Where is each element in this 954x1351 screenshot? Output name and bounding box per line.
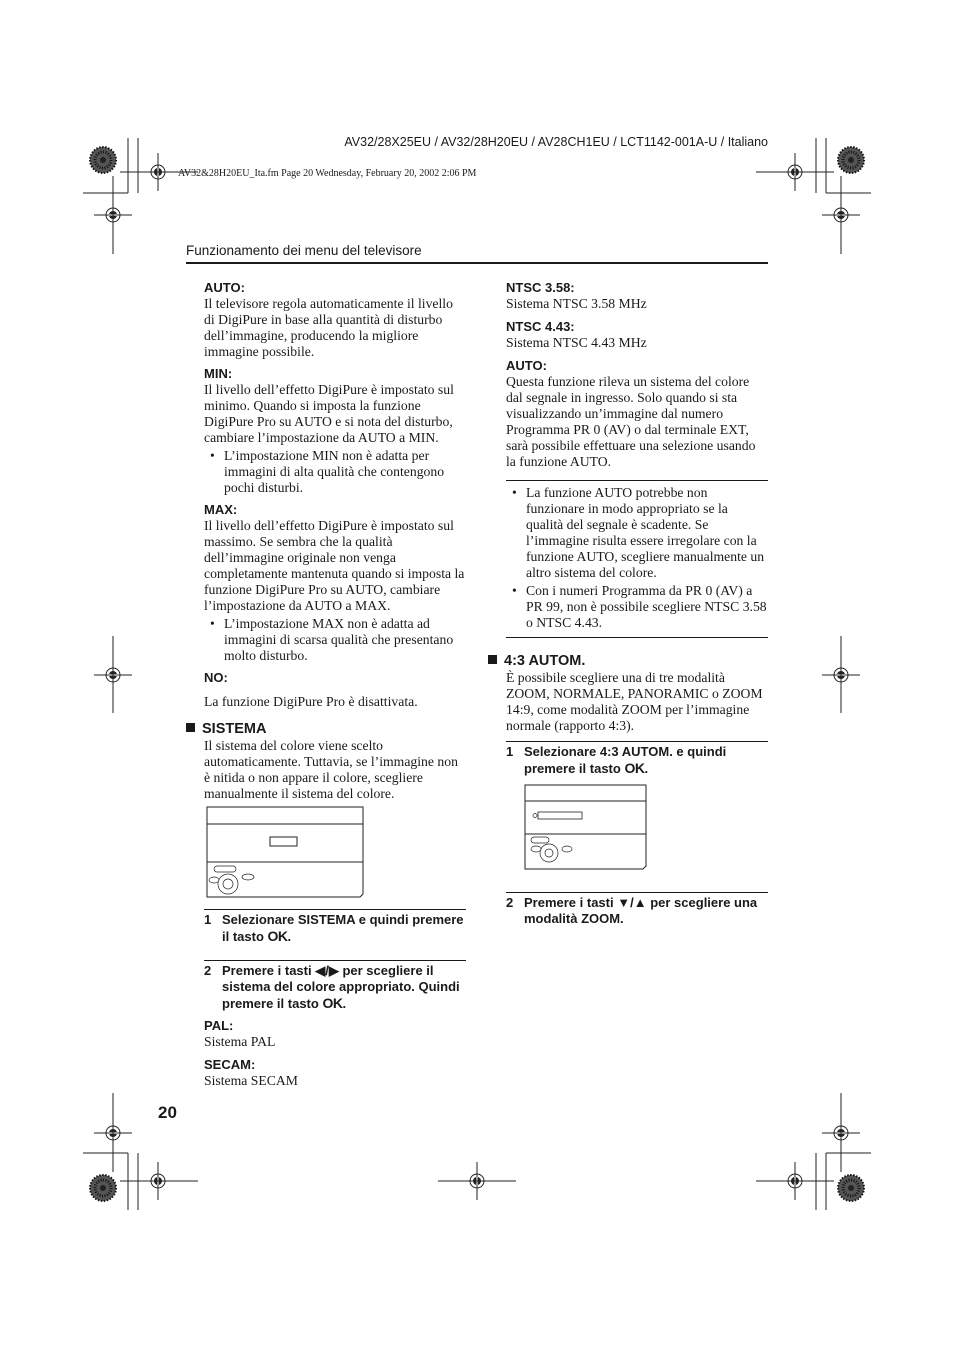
model-reference: AV32/28X25EU / AV32/28H20EU / AV28CH1EU / LCT1142-001A-U / Italiano — [344, 135, 768, 149]
min-heading: MIN: — [204, 366, 233, 381]
max-text: Il livello dell’effetto DigiPure è impostato sul massimo. Se sembra che la qualità dell’immagine originale non venga completamente mantenuta quando si imposta la funzione DigiPure Pro su AUTO, cambiare l’impostazione da AUTO a MAX. — [204, 518, 465, 613]
secam-text: Sistema SECAM — [204, 1073, 298, 1088]
right-auto-heading: AUTO: — [506, 358, 547, 373]
auto-note-2: • Con i numeri Programma da PR 0 (AV) a PR 99, non è possibile scegliere NTSC 3.58 o NTSC 4.43. — [506, 583, 768, 631]
square-bullet-icon — [186, 723, 195, 732]
min-text: Il livello dell’effetto DigiPure è impostato sul minimo. Quando si imposta la funzione DigiPure Pro su AUTO e si nota del disturbo, cambiare l’impostazione da AUTO a MIN. — [204, 382, 454, 445]
sistema-text: Il sistema del colore viene scelto automaticamente. Tuttavia, se l’immagine non è nitida o non appare il colore, scegliere manualmente il sistema del colore. — [204, 738, 458, 801]
no-heading: NO: — [204, 670, 228, 685]
starburst-mark-icon — [838, 147, 864, 173]
step-rule — [204, 909, 466, 910]
left-column — [204, 280, 466, 710]
left-right-arrows-icon: ◀/▶ — [315, 963, 339, 978]
auto-text: Il televisore regola automaticamente il livello di DigiPure in base alla quantità di disturbo dell’immagine, producendo la migliore immagine possibile. — [204, 296, 453, 359]
ntsc358-heading: NTSC 3.58: — [506, 280, 575, 295]
pal-text: Sistema PAL — [204, 1034, 276, 1049]
left-steps — [204, 909, 466, 1089]
starburst-mark-icon — [90, 1175, 116, 1201]
sistema-title: SISTEMA — [202, 721, 267, 737]
ntsc443-heading: NTSC 4.43: — [506, 319, 575, 334]
starburst-mark-icon — [90, 147, 116, 173]
autom-menu-illustration — [524, 784, 648, 870]
autom-step-1: 1 Selezionare 4:3 AUTOM. e quindi premere il tasto OK. — [506, 744, 727, 776]
secam-heading: SECAM: — [204, 1057, 256, 1072]
min-bullet: • L’impostazione MIN non è adatta per immagini di alta qualità che contengono pochi disturbi. — [204, 448, 466, 496]
section-header: Funzionamento dei menu del televisore — [186, 243, 422, 258]
auto-heading: AUTO: — [204, 280, 245, 295]
starburst-mark-icon — [838, 1175, 864, 1201]
ntsc443-text: Sistema NTSC 4.43 MHz — [506, 335, 647, 350]
down-up-arrows-icon: ▼/▲ — [617, 895, 647, 910]
sistema-step-2: 2 Premere i tasti ◀/▶ per scegliere il sistema del colore appropriato. Quindi premere il tasto OK. — [204, 963, 460, 1011]
sistema-step-1: 1 Selezionare SISTEMA e quindi premere il tasto OK. — [204, 912, 464, 944]
right-step-1-block — [506, 741, 768, 777]
sistema-section — [186, 720, 466, 802]
sistema-menu-illustration — [206, 806, 366, 898]
autom-section — [488, 652, 768, 734]
right-auto-text: Questa funzione rileva un sistema del colore dal segnale in ingresso. Solo quando si sta visualizzando un’immagine dal numero Programma PR 0 (AV) o dal terminale EXT, sarà possibile effettuare una selezione usando la funzione AUTO. — [506, 374, 756, 469]
max-heading: MAX: — [204, 502, 238, 517]
file-info: AV32&28H20EU_Ita.fm Page 20 Wednesday, February 20, 2002 2:06 PM — [178, 168, 477, 179]
step-rule — [506, 741, 768, 742]
autom-title: 4:3 AUTOM. — [504, 653, 586, 669]
pal-heading: PAL: — [204, 1018, 234, 1033]
note-rule-bottom — [506, 637, 768, 638]
header-rule — [186, 262, 768, 264]
page-number: 20 — [158, 1103, 177, 1122]
square-bullet-icon — [488, 655, 497, 664]
autom-text: È possibile scegliere una di tre modalità ZOOM, NORMALE, PANORAMIC o ZOOM 14:9, come modalità ZOOM per l’immagine normale (rapporto 4:3). — [506, 670, 763, 733]
max-bullet: • L’impostazione MAX non è adatta ad immagini di scarsa qualità che presentano molto disturbo. — [204, 616, 466, 664]
step-rule — [506, 892, 768, 893]
right-step-2-block — [506, 892, 768, 927]
autom-step-2: 2 Premere i tasti ▼/▲ per scegliere una modalità ZOOM. — [506, 895, 758, 926]
no-text: La funzione DigiPure Pro è disattivata. — [204, 694, 418, 709]
step-rule — [204, 960, 466, 961]
right-column — [506, 280, 768, 638]
note-rule-top — [506, 480, 768, 481]
ntsc358-text: Sistema NTSC 3.58 MHz — [506, 296, 647, 311]
auto-note-1: • La funzione AUTO potrebbe non funzionare in modo appropriato se la qualità del segnale è scadente. Se l’immagine risulta essere irregolare con la funzione AUTO, scegliere manualmente un altro sistema del colore. — [506, 485, 768, 581]
